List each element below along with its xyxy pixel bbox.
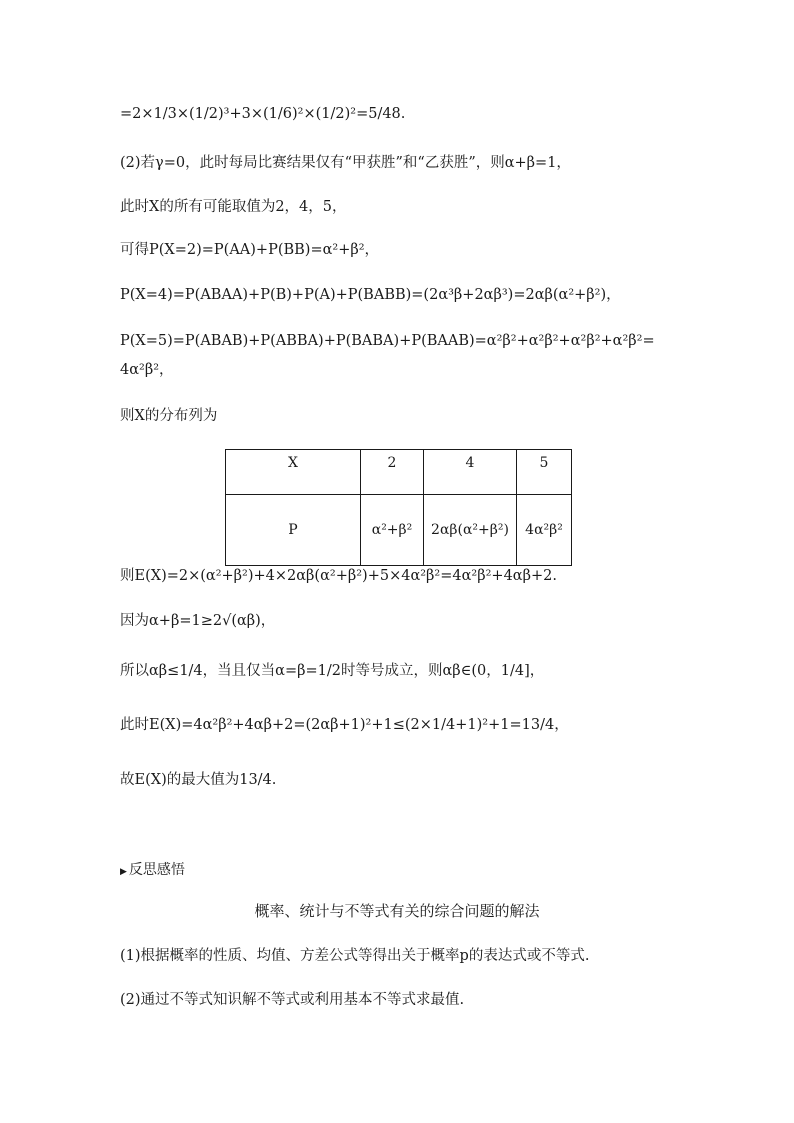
text-line-11: 所以αβ≤1/4，当且仅当α=β=1/2时等号成立，则αβ∈(0，1/4]， [120, 663, 545, 679]
reflection-label: 反思感悟 [128, 862, 185, 878]
table-cell: 5 [517, 450, 572, 495]
text-line-8: 则X的分布列为 [120, 408, 218, 424]
text-line-10: 因为α+β=1≥2√(αβ)， [120, 613, 276, 629]
text-line-4: 可得P(X=2)=P(AA)+P(BB)=α²+β²， [120, 242, 380, 258]
table-row [226, 495, 572, 566]
summary-title: 概率、统计与不等式有关的综合问题的解法 [254, 902, 540, 920]
text-line-3: 此时X的所有可能取值为2，4，5， [120, 199, 347, 215]
table-cell: 2αβ(α²+β²) [424, 495, 517, 566]
text-line-9: 则E(X)=2×(α²+β²)+4×2αβ(α²+β²)+5×4α²β²=4α²β²+4αβ+2. [120, 568, 557, 584]
text-line-6: P(X=5)=P(ABAB)+P(ABBA)+P(BABA)+P(BAAB)=α²β²+α²β²+α²β²+α²β²= [120, 333, 655, 349]
table-cell: P [226, 495, 361, 566]
table-cell: α²+β² [361, 495, 424, 566]
text-line-13: 故E(X)的最大值为13/4. [120, 772, 277, 788]
table-cell: 4α²β² [517, 495, 572, 566]
reflection-heading [120, 860, 185, 882]
table-row [226, 450, 572, 495]
formula-line-1: =2×1/3×(1/2)³+3×(1/6)²×(1/2)²=5/48. [120, 106, 406, 122]
table-cell: 4 [424, 450, 517, 495]
text-line-12: 此时E(X)=4α²β²+4αβ+2=(2αβ+1)²+1≤(2×1/4+1)²+1=13/4， [120, 717, 569, 733]
text-line-7: 4α²β²， [120, 362, 174, 378]
table-cell: 2 [361, 450, 424, 495]
table-cell: X [226, 450, 361, 495]
distribution-table [225, 449, 572, 566]
text-line-5: P(X=4)=P(ABAA)+P(B)+P(A)+P(BABB)=(2α³β+2αβ³)=2αβ(α²+β²)， [120, 287, 621, 303]
text-line-2: (2)若γ=0，此时每局比赛结果仅有“甲获胜”和“乙获胜”，则α+β=1， [120, 155, 571, 171]
summary-point-1: (1)根据概率的性质、均值、方差公式等得出关于概率p的表达式或不等式. [120, 948, 590, 964]
summary-point-2: (2)通过不等式知识解不等式或利用基本不等式求最值. [120, 992, 465, 1008]
triangle-icon: ▶ [120, 867, 127, 877]
